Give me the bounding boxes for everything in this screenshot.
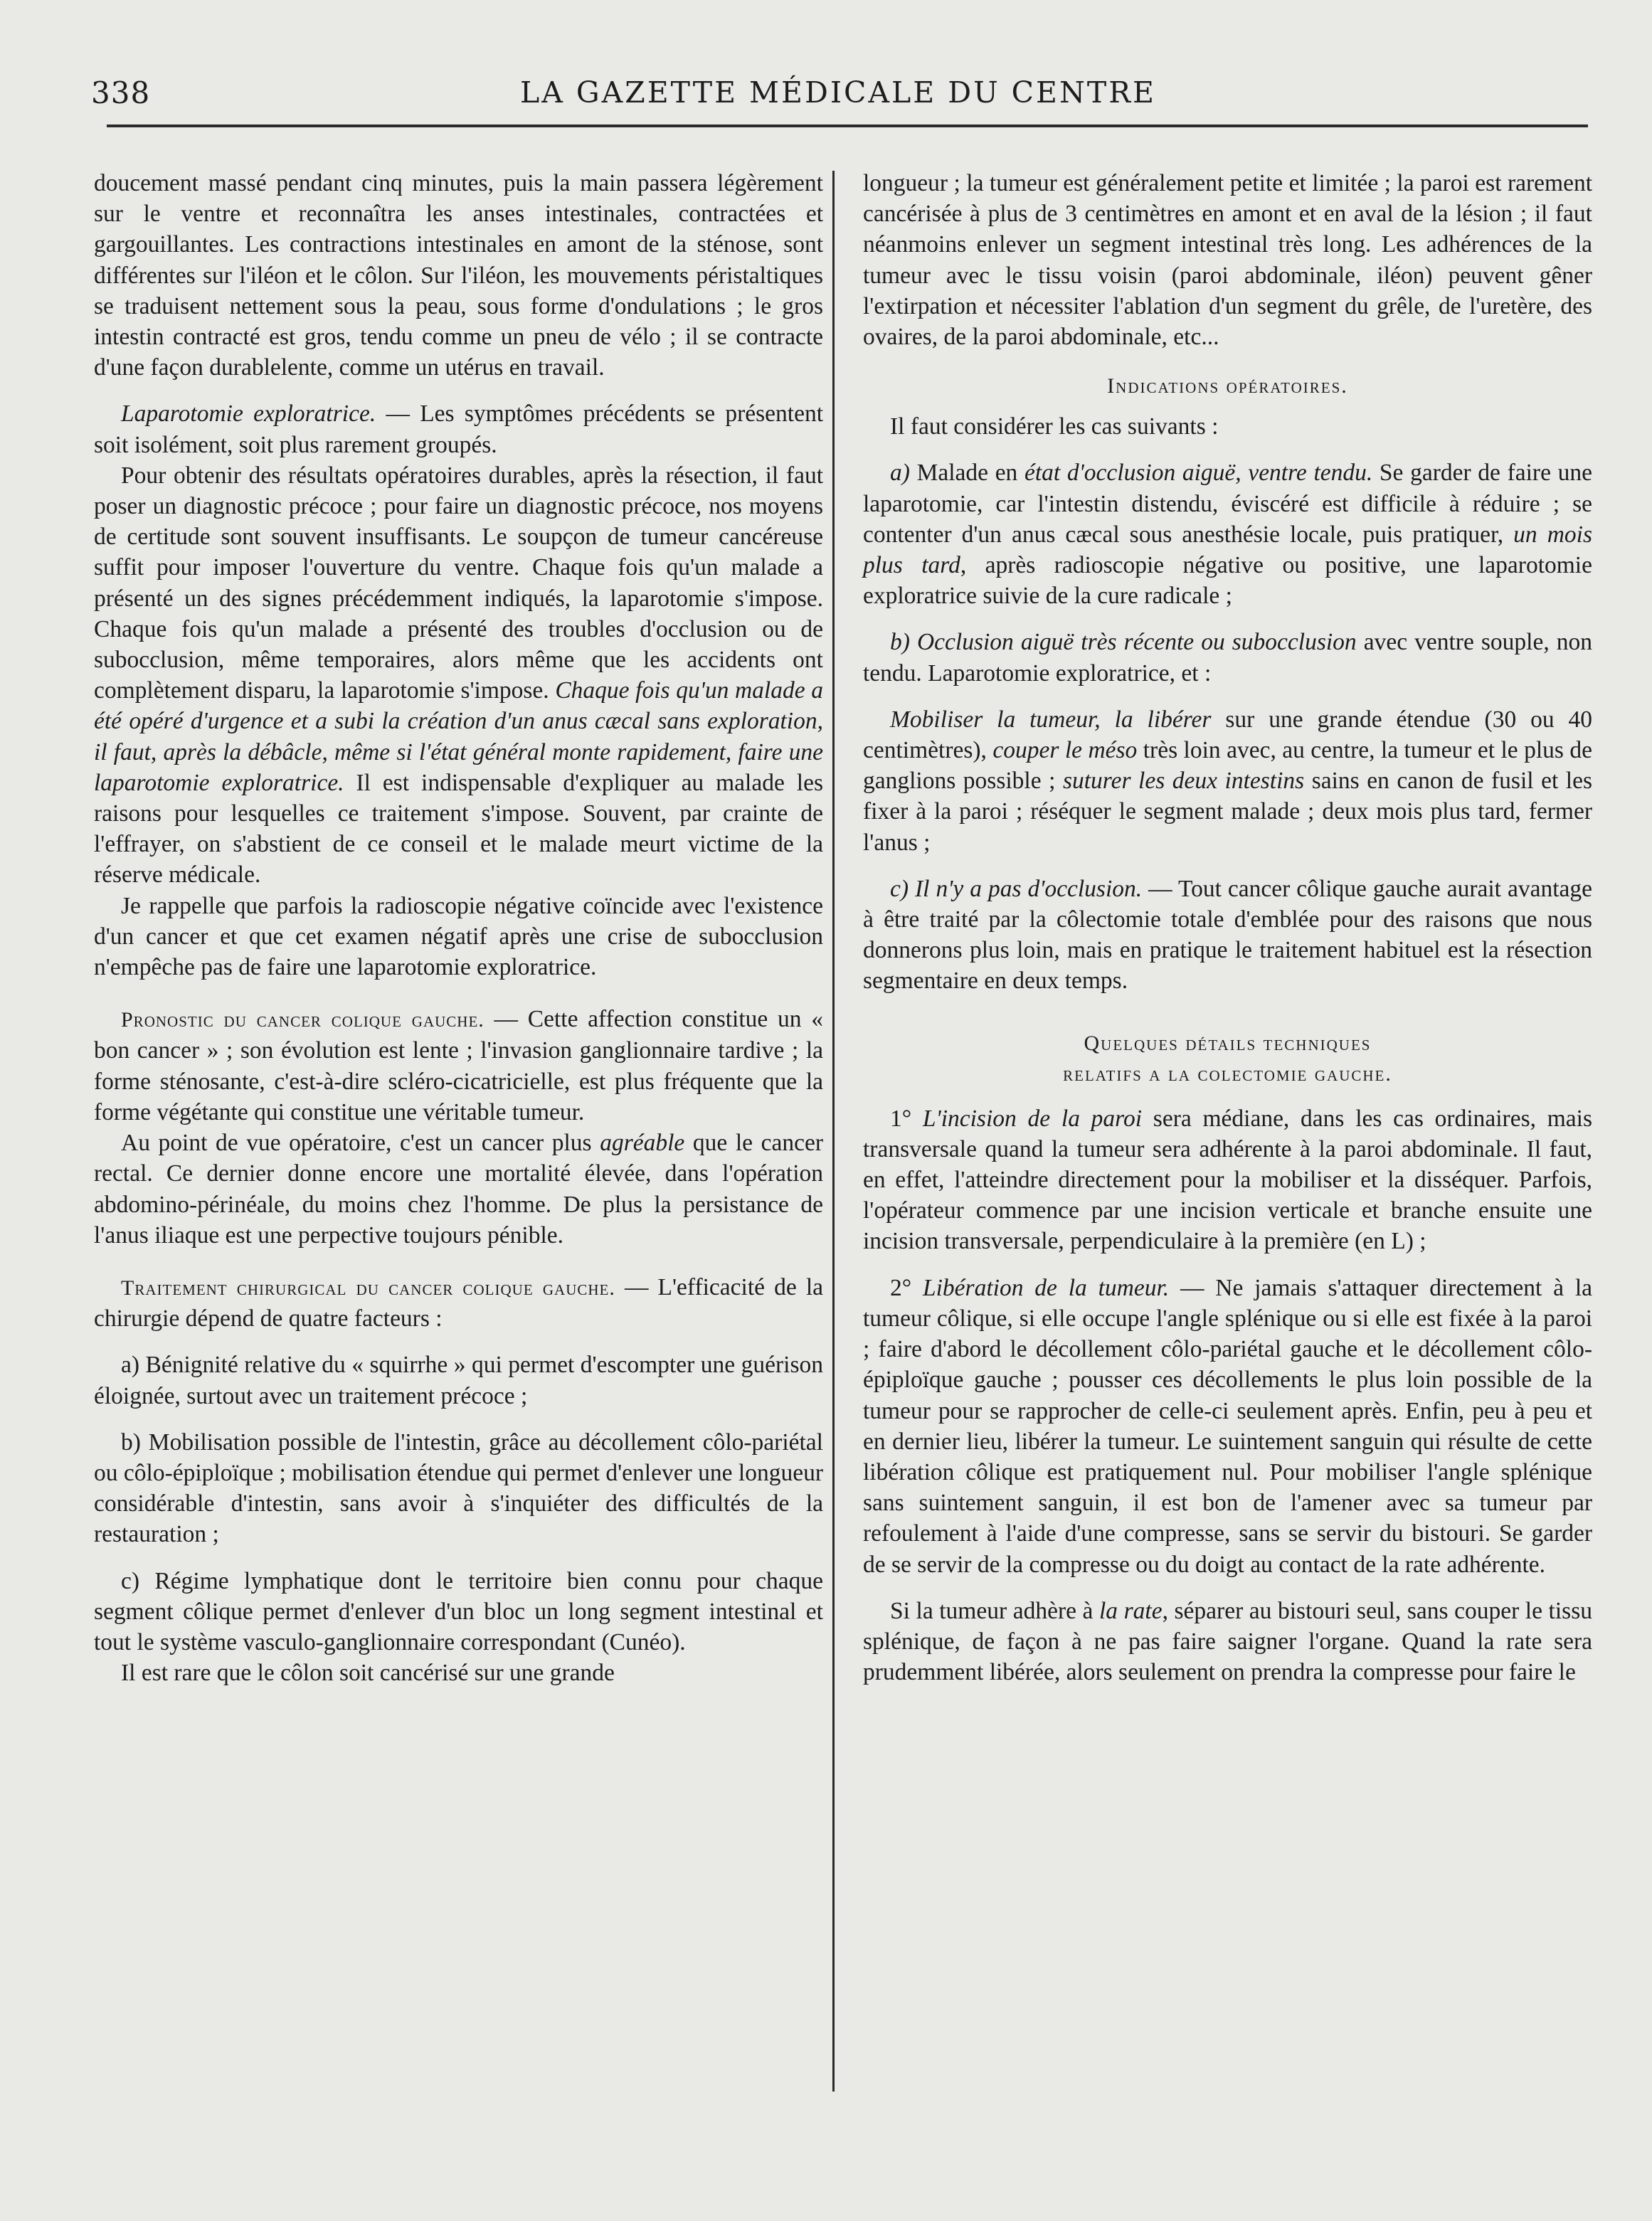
paragraph: Laparotomie exploratrice. — Les symptômes précédents se présentent soit isolément, soit plus rarement groupés.	[94, 401, 823, 458]
left-column	[94, 168, 823, 1688]
list-item: a) Bénignité relative du « squirrhe » qui permet d'escompter une guérison éloignée, surtout avec un traitement précoce ;	[94, 1352, 823, 1409]
list-item: c) Il n'y a pas d'occlusion. — Tout cancer côlique gauche aurait avantage à être traité par la côlectomie totale d'emblée pour des raisons que nous donnerons plus loin, mais en pratique le traitement habituel est la résection segmentaire en deux temps.	[863, 875, 1592, 995]
paragraph: longueur ; la tumeur est généralement petite et limitée ; la paroi est rarement cancérisée à plus de 3 centimètres en amont et en aval de la lésion ; il faut néanmoins enlever un segment intestinal très long. Les adhérences de la tumeur avec le tissu voisin (paroi abdominale, iléon) peuvent gêner l'extirpation et nécessiter l'ablation d'un segment du grêle, de l'uretère, des ovaires, de la paroi abdominale, etc...	[863, 170, 1592, 351]
section-heading: Indications opératoires.	[1107, 374, 1348, 398]
paragraph: Il est rare que le côlon soit cancérisé sur une grande	[121, 1660, 615, 1687]
paragraph: doucement massé pendant cinq minutes, puis la main passera légèrement sur le ventre et reconnaîtra les anses intestinales, contractées et gargouillantes. Les contractions intestinales en amont de la sténose, sont différentes sur l'iléon et le côlon. Sur l'iléon, les mouvements péristaltiques se traduisent nettement sous la peau, sous forme d'ondulations ; le gros intestin contracté est gros, tendu comme un pneu de vélo ; il se contracte d'une façon durablelente, comme un utérus en travail.	[94, 170, 823, 381]
page-number: 338	[91, 75, 151, 110]
column-rule	[832, 171, 835, 2092]
paragraph: Au point de vue opératoire, c'est un cancer plus agréable que le cancer rectal. Ce dernier donne encore une mortalité élevée, dans l'opération abdomino-périnéale, du moins chez l'homme. De plus la persistance de l'anus iliaque est une perpective toujours pénible.	[94, 1130, 824, 1249]
section-heading-paragraph: Traitement chirurgical du cancer colique gauche. — L'efficacité de la chirurgie dépend de quatre facteurs :	[94, 1273, 823, 1332]
page-header	[91, 68, 1585, 118]
list-item: b) Occlusion aiguë très récente ou subocclusion avec ventre souple, non tendu. Laparotomie exploratrice, et :	[863, 629, 1592, 687]
paragraph: Pour obtenir des résultats opératoires durables, après la résection, il faut poser un diagnostic précoce ; pour faire un diagnostic précoce, nos moyens de certitude sont souvent insuffisants. Le soupçon de tumeur cancéreuse suffit pour imposer l'ouverture du ventre. Chaque fois qu'un malade a présenté un des signes précédemment indiqués, la laparotomie s'impose. Chaque fois qu'un malade a présenté des troubles d'occlusion ou de subocclusion, même temporaires, alors même que les accidents ont complètement disparu, la laparotomie s'impose. Chaque fois qu'un malade a été opéré d'urgence et a subi la création d'un anus cæcal sans exploration, il faut, après la débâcle, même si l'état général monte rapidement, faire une laparotomie exploratrice. Il est indispensable d'expliquer au malade les raisons pour lesquelles ce traitement s'impose. Souvent, par crainte de l'effrayer, on s'abstient de ce conseil et le malade meurt victime de la réserve médicale.	[94, 462, 823, 889]
section-heading: Traitement chirurgical du cancer colique gauche.	[121, 1276, 615, 1300]
paragraph: Si la tumeur adhère à la rate, séparer au bistouri seul, sans couper le tissu splénique, de façon à ne pas faire saigner l'organe. Quand la rate sera prudemment libérée, alors seulement on prendra la compresse pour faire le	[863, 1597, 1592, 1686]
header-rule	[107, 124, 1588, 127]
numbered-item: 1° L'incision de la paroi sera médiane, dans les cas ordinaires, mais transversale quand la tumeur sera adhérente à la paroi abdominale. Il faut, en effet, l'atteindre directement pour la mobiliser et la disséquer. Parfois, l'opérateur commence par une incision verticale et branche ensuite une incision transversale, perpendiculaire à la première (en L) ;	[863, 1105, 1593, 1255]
section-heading: Quelques détails techniques	[1084, 1031, 1372, 1055]
journal-title: LA GAZETTE MÉDICALE DU CENTRE	[520, 75, 1156, 110]
right-column	[863, 168, 1592, 1687]
paragraph: Il faut considérer les cas suivants :	[890, 413, 1219, 440]
list-item: b) Mobilisation possible de l'intestin, grâce au décollement côlo-pariétal ou côlo-épiploïque ; mobilisation étendue qui permet d'enlever une longueur considérable d'intestin, sans avoir à s'inquiéter des difficultés de la restauration ;	[94, 1428, 823, 1548]
list-item: c) Régime lymphatique dont le territoire bien connu pour chaque segment côlique permet d'enlever d'un bloc un long segment intestinal et tout le système vasculo-ganglionnaire correspondant (Cunéo).	[94, 1567, 823, 1655]
section-heading-paragraph: Pronostic du cancer colique gauche. — Cette affection constitue un « bon cancer » ; son évolution est lente ; l'invasion ganglionnaire tardive ; la forme sténosante, c'est-à-dire scléro-cicatricielle, est plus fréquente que la forme végétante qui constitue une véritable tumeur.	[94, 1006, 823, 1125]
section-heading: Pronostic du cancer colique gauche.	[121, 1008, 485, 1032]
list-item: a) Malade en état d'occlusion aiguë, ventre tendu. Se garder de faire une laparotomie, car l'intestin distendu, éviscéré est difficile à réduire ; se contenter d'un anus cæcal sous anesthésie locale, puis pratiquer, un mois plus tard, après radioscopie négative ou positive, une laparotomie exploratrice suivie de la cure radicale ;	[863, 460, 1592, 610]
section-title: Laparotomie exploratrice.	[121, 401, 376, 428]
numbered-item: 2° Libération de la tumeur. — Ne jamais s'attaquer directement à la tumeur côlique, si elle occupe l'angle splénique ou si elle est fixée à la paroi ; faire d'abord le décollement côlo-pariétal gauche et le décollement côlo-épiploïque gauche ; pousser ces décollements le plus loin possible de la tumeur pour se rapprocher de celle-ci seulement après. Enfin, peu à peu et en dernier lieu, libérer la tumeur. Le suintement sanguin qui résulte de cette libération côlique est pratiquement nul. Pour mobiliser l'angle splénique sans suintement sanguin, il est bon de l'amener avec sa tumeur par refoulement à l'aide d'une compresse, sans se servir du bistouri. Se garder de se servir de la compresse ou du doigt au contact de la rate adhérente.	[863, 1274, 1593, 1578]
paragraph: Mobiliser la tumeur, la libérer sur une grande étendue (30 ou 40 centimètres), couper le méso très loin avec, au centre, la tumeur et le plus de ganglions possible ; suturer les deux intestins sains en canon de fusil et les fixer à la paroi ; réséquer le segment malade ; deux mois plus tard, fermer l'anus ;	[863, 706, 1592, 856]
paragraph: Je rappelle que parfois la radioscopie négative coïncide avec l'existence d'un cancer et que cet examen négatif après une crise de subocclusion n'empêche pas de faire une laparotomie exploratrice.	[94, 892, 823, 981]
section-subheading: relatifs a la colectomie gauche.	[1063, 1061, 1392, 1086]
